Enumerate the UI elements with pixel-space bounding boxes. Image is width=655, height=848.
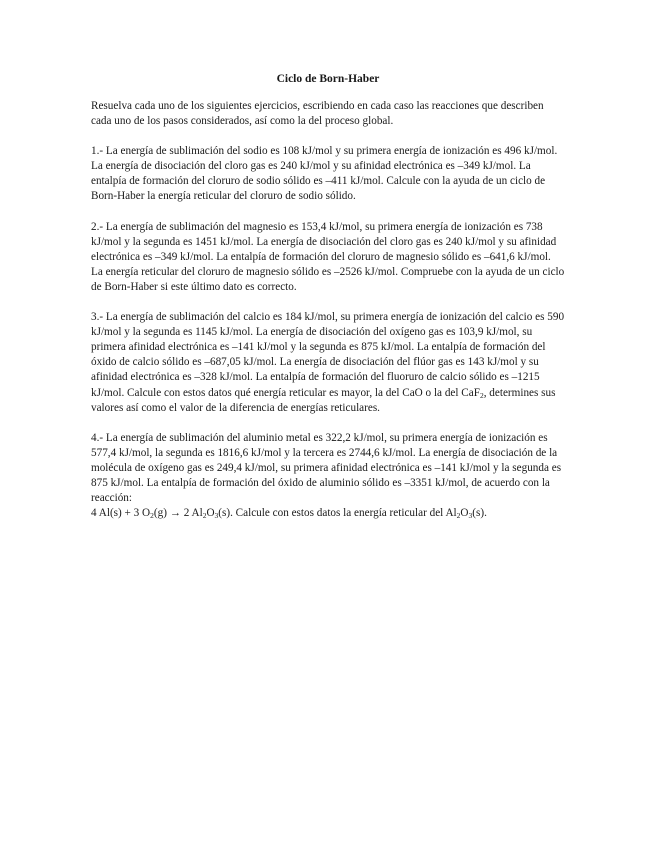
exercise-3	[91, 310, 565, 416]
exercise-3-subscript: 2	[479, 390, 484, 400]
page-title: Ciclo de Born-Haber	[276, 73, 380, 85]
document-page	[91, 66, 565, 536]
exercise-3-tail: , determines sus valores así como el valor de la diferencia de energías reticulares.	[91, 386, 556, 414]
reaction-equation: 4 Al(s) + 3 $O_2(g) \to 2$ $Al_2O_3(s)$. Calcule con estos datos la energía reticular del $Al_2O_3(s)$.	[91, 507, 487, 521]
exercise-4	[91, 431, 565, 522]
intro-paragraph: Resuelva cada uno de los siguientes ejercicios, escribiendo en cada caso las reacciones que describen cada uno de los pasos considerados, así como la del proceso global.	[91, 100, 544, 128]
exercise-4-text: 4.- La energía de sublimación del aluminio metal es 322,2 kJ/mol, su primera energía de ionización es 577,4 kJ/mol, la segunda es 1816,6 kJ/mol y la tercera es 2744,6 kJ/mol. La energía de disociación de la molécula de oxígeno gas es 249,4 kJ/mol, su primera afinidad electrónica es –141 kJ/mol y la segunda es 875 kJ/mol. La entalpía de formación del óxido de aluminio sólido es –3351 kJ/mol, de acuerdo con la reacción:	[91, 431, 562, 505]
exercise-2: 2.- La energía de sublimación del magnesio es 153,4 kJ/mol, su primera energía de ionización es 738 kJ/mol y la segunda es 1451 kJ/mol. La energía de disociación del cloro gas es 240 kJ/mol y su afinidad electrónica es –349 kJ/mol. La entalpía de formación del cloruro de magnesio sólido es –641,6 kJ/mol. La energía reticular del cloruro de magnesio sólido es –2526 kJ/mol. Compruebe con la ayuda de un ciclo de Born-Haber si este último dato es correcto.	[91, 220, 565, 293]
exercise-1: 1.- La energía de sublimación del sodio es 108 kJ/mol y su primera energía de ionización es 496 kJ/mol. La energía de disociación del cloro gas es 240 kJ/mol y su afinidad electrónica es –349 kJ/mol. La entalpía de formación del cloruro de sodio sólido es –411 kJ/mol. Calcule con la ayuda de un ciclo de Born-Haber la energía reticular del cloruro de sodio sólido.	[91, 145, 558, 203]
exercise-3-text: 3.- La energía de sublimación del calcio es 184 kJ/mol, su primera energía de ionización del calcio es 590 kJ/mol y la segunda es 1145 kJ/mol. La energía de disociación del oxígeno gas es 103,9 kJ/mol, su primera afinidad electrónica es –141 kJ/mol y la segunda es 875 kJ/mol. La entalpía de formación del óxido de calcio sólido es –687,05 kJ/mol. La energía de disociación del flúor gas es 143 kJ/mol y su afinidad electrónica es –328 kJ/mol. La entalpía de formación del fluoruro de calcio sólido es –1215 kJ/mol. Calcule con estos datos qué energía reticular es mayor, la del CaO o la del CaF	[91, 311, 565, 399]
